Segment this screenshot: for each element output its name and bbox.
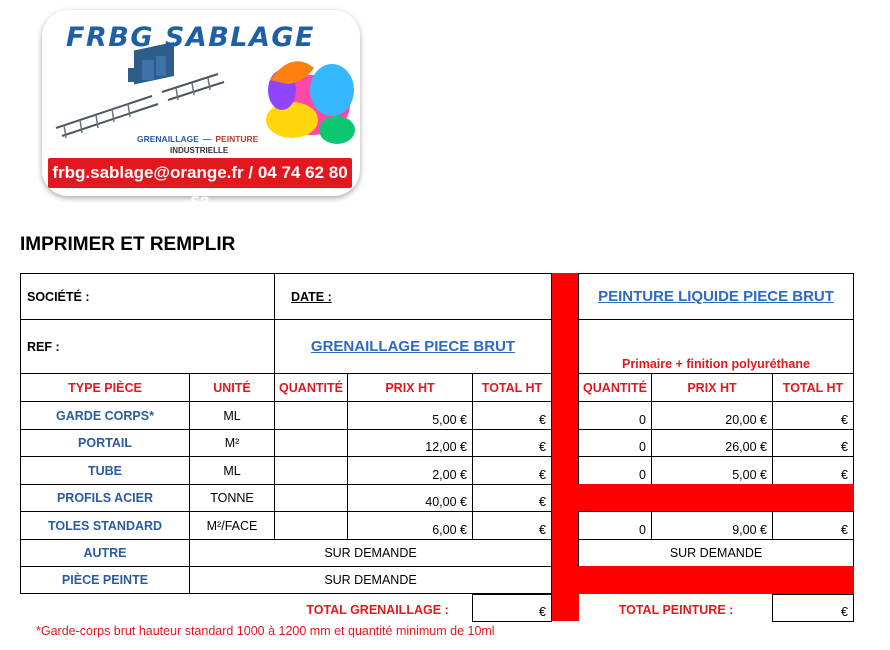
row-g-total: €	[472, 511, 552, 540]
row-type: PROFILS ACIER	[20, 484, 190, 512]
peinture-unavailable-bar	[578, 484, 854, 512]
separator-red-bar	[552, 273, 579, 621]
row-g-prix: 6,00 €	[347, 511, 473, 540]
row-p-total: €	[772, 456, 854, 485]
row-p-prix: 5,00 €	[651, 456, 773, 485]
total-peinture-value: €	[772, 594, 854, 622]
logo-title: FRBG SABLAGE	[66, 22, 316, 53]
row-g-prix: 2,00 €	[347, 456, 473, 485]
row-type: TOLES STANDARD	[20, 511, 190, 540]
grenaillage-title-cell	[274, 319, 552, 374]
row-p-prix: 26,00 €	[651, 429, 773, 457]
peinture-unavailable-bar	[578, 566, 854, 594]
row-g-quantite-input[interactable]	[274, 401, 348, 430]
logo-industrielle: INDUSTRIELLE	[170, 146, 229, 155]
header-p-quantite: QUANTITÉ	[578, 373, 652, 402]
row-g-quantite-input[interactable]	[274, 484, 348, 512]
row-type: TUBE	[20, 456, 190, 485]
header-p-total: TOTAL HT	[772, 373, 854, 402]
row-p-quantite[interactable]: 0	[578, 401, 652, 430]
row-unite: ML	[189, 456, 275, 485]
row-g-quantite-input[interactable]	[274, 429, 348, 457]
ref-label: REF :	[27, 339, 60, 354]
total-grenaillage-value: €	[472, 594, 552, 622]
date-label: DATE :	[291, 289, 332, 304]
row-g-sur-demande: SUR DEMANDE	[189, 539, 552, 567]
peinture-title: PEINTURE LIQUIDE PIECE BRUT	[598, 288, 834, 305]
row-g-total: €	[472, 456, 552, 485]
row-unite: TONNE	[189, 484, 275, 512]
header-type: TYPE PIÈCE	[20, 373, 190, 402]
grenaillage-title: GRENAILLAGE PIECE BRUT	[310, 338, 516, 355]
header-g-total: TOTAL HT	[472, 373, 552, 402]
row-g-sur-demande: SUR DEMANDE	[189, 566, 552, 594]
row-type: PORTAIL	[20, 429, 190, 457]
row-g-total: €	[472, 484, 552, 512]
header-unite: UNITÉ	[189, 373, 275, 402]
row-g-quantite-input[interactable]	[274, 456, 348, 485]
page-heading: IMPRIMER ET REMPLIR	[20, 234, 236, 255]
row-g-total: €	[472, 401, 552, 430]
logo-contact: frbg.sablage@orange.fr / 04 74 62 80 53	[48, 158, 352, 188]
company-logo	[42, 10, 360, 212]
row-p-prix: 9,00 €	[651, 511, 773, 540]
row-p-quantite[interactable]: 0	[578, 511, 652, 540]
row-p-total: €	[772, 401, 854, 430]
total-grenaillage-label: TOTAL GRENAILLAGE :	[306, 602, 449, 617]
total-peinture-label: TOTAL PEINTURE :	[618, 602, 734, 617]
row-g-prix: 5,00 €	[347, 401, 473, 430]
peinture-subtitle-cell	[578, 319, 854, 374]
row-unite: ML	[189, 401, 275, 430]
row-p-quantite[interactable]: 0	[578, 429, 652, 457]
row-p-total: €	[772, 429, 854, 457]
row-type: AUTRE	[20, 539, 190, 567]
row-g-quantite-input[interactable]	[274, 511, 348, 540]
societe-label: SOCIÉTÉ :	[27, 289, 90, 304]
row-g-total: €	[472, 429, 552, 457]
row-unite: M²	[189, 429, 275, 457]
row-type: PIÈCE PEINTE	[20, 566, 190, 594]
logo-grenaillage: GRENAILLAGE	[137, 134, 199, 144]
peinture-subtitle: Primaire + finition polyuréthane	[622, 357, 810, 371]
row-p-sur-demande: SUR DEMANDE	[578, 539, 854, 567]
header-g-quantite: QUANTITÉ	[274, 373, 348, 402]
societe-field[interactable]	[20, 273, 275, 320]
header-p-prix: PRIX HT	[651, 373, 773, 402]
row-g-prix: 12,00 €	[347, 429, 473, 457]
row-p-total: €	[772, 511, 854, 540]
date-field[interactable]	[274, 273, 552, 320]
row-p-quantite[interactable]: 0	[578, 456, 652, 485]
logo-peinture: PEINTURE	[215, 134, 259, 144]
row-unite: M²/FACE	[189, 511, 275, 540]
ref-field[interactable]	[20, 319, 275, 374]
footnote: *Garde-corps brut hauteur standard 1000 à 1200 mm et quantité minimum de 10ml	[36, 624, 495, 638]
header-g-prix: PRIX HT	[347, 373, 473, 402]
row-type: GARDE CORPS*	[20, 401, 190, 430]
row-g-prix: 40,00 €	[347, 484, 473, 512]
logo-separator: —	[202, 134, 212, 144]
logo-subtitle	[137, 134, 258, 144]
row-p-prix: 20,00 €	[651, 401, 773, 430]
peinture-title-cell	[578, 273, 854, 320]
